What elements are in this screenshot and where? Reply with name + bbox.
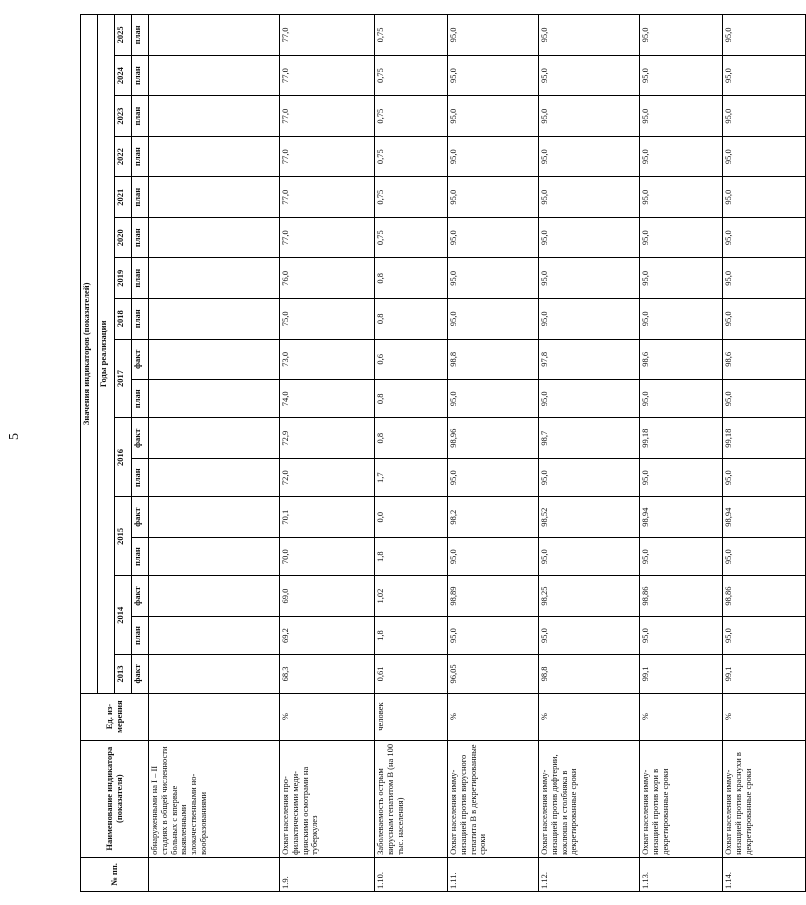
year-header: 2023	[115, 96, 132, 137]
row-value: 95,0	[448, 258, 539, 299]
fact-header: факт	[132, 576, 149, 617]
row-value: 95,0	[640, 136, 723, 177]
row-value: 98,86	[640, 576, 723, 617]
row-unit: %	[280, 693, 375, 740]
year-header: 2015	[115, 497, 132, 576]
row-value: 74,0	[280, 380, 375, 418]
row-value: 77,0	[280, 96, 375, 137]
row-value: 72,0	[280, 459, 375, 497]
row-value: 0,75	[375, 136, 448, 177]
row-value: 95,0	[640, 459, 723, 497]
row-value: 95,0	[640, 380, 723, 418]
indicators-table	[80, 14, 806, 892]
row-value: 98,7	[539, 418, 640, 459]
header-num: № пп.	[81, 857, 149, 891]
row-value: 1,02	[375, 576, 448, 617]
row-value: 95,0	[539, 15, 640, 56]
row-value: 77,0	[280, 177, 375, 218]
row-value: 99,18	[640, 418, 723, 459]
fact-header: факт	[132, 418, 149, 459]
plan-header: план	[132, 299, 149, 340]
year-header: 2024	[115, 55, 132, 96]
row-value: 98,52	[539, 497, 640, 538]
row-value: 98,94	[723, 497, 806, 538]
row-value: 95,0	[640, 299, 723, 340]
row-unit: %	[640, 693, 723, 740]
data-rows	[280, 15, 806, 892]
continuation-num	[149, 857, 280, 891]
plan-header: план	[132, 136, 149, 177]
row-value: 99,1	[640, 655, 723, 693]
row-value: 0,75	[375, 177, 448, 218]
year-header: 2020	[115, 217, 132, 258]
row-name: Охват населения иммунизацией против дифтерии, коклюша и столбняка в декретированные сроки	[539, 740, 640, 857]
year-header: 2018	[115, 299, 132, 340]
plan-header: план	[132, 15, 149, 56]
row-value: 77,0	[280, 217, 375, 258]
row-value: 95,0	[539, 55, 640, 96]
row-value: 69,2	[280, 616, 375, 654]
row-value: 0,75	[375, 96, 448, 137]
row-value: 95,0	[723, 55, 806, 96]
row-value: 95,0	[723, 15, 806, 56]
row-value: 95,0	[539, 136, 640, 177]
row-value: 95,0	[448, 616, 539, 654]
row-value: 98,25	[539, 576, 640, 617]
row-value: 95,0	[723, 136, 806, 177]
row-value: 95,0	[640, 15, 723, 56]
row-value: 95,0	[640, 217, 723, 258]
row-value: 0,8	[375, 418, 448, 459]
row-value: 95,0	[539, 177, 640, 218]
row-value: 95,0	[539, 258, 640, 299]
row-value: 95,0	[448, 299, 539, 340]
row-value: 0,8	[375, 380, 448, 418]
row-value: 0,75	[375, 217, 448, 258]
row-value: 70,0	[280, 537, 375, 575]
row-value: 98,86	[723, 576, 806, 617]
row-value: 96,05	[448, 655, 539, 693]
plan-header: план	[132, 537, 149, 575]
row-value: 95,0	[448, 96, 539, 137]
plan-header: план	[132, 616, 149, 654]
year-header: 2021	[115, 177, 132, 218]
row-value: 98,89	[448, 576, 539, 617]
row-name: Охват населения иммунизацией против краснухи в декретированные сроки	[723, 740, 806, 857]
row-num: 1.11.	[448, 857, 539, 891]
plan-header: план	[132, 217, 149, 258]
fact-header: факт	[132, 655, 149, 693]
table-row	[640, 15, 723, 892]
row-unit: %	[448, 693, 539, 740]
row-value: 95,0	[448, 459, 539, 497]
plan-header: план	[132, 380, 149, 418]
header-name: Наименование индикатора (показателя)	[81, 740, 149, 857]
row-value: 99,18	[723, 418, 806, 459]
row-value: 95,0	[640, 537, 723, 575]
fact-header: факт	[132, 497, 149, 538]
row-value: 95,0	[723, 299, 806, 340]
row-name: Охват населения иммунизацией против вирусного гепатита В в декретированные сроки	[448, 740, 539, 857]
row-value: 95,0	[539, 217, 640, 258]
row-value: 95,0	[640, 55, 723, 96]
row-value: 0,75	[375, 55, 448, 96]
row-value: 95,0	[539, 459, 640, 497]
row-value: 99,1	[723, 655, 806, 693]
row-value: 95,0	[723, 380, 806, 418]
row-value: 95,0	[539, 537, 640, 575]
year-header: 2017	[115, 339, 132, 418]
row-value: 98,8	[448, 339, 539, 380]
row-value: 95,0	[723, 537, 806, 575]
row-num: 1.14.	[723, 857, 806, 891]
row-value: 98,8	[539, 655, 640, 693]
row-value: 73,0	[280, 339, 375, 380]
continuation-unit	[149, 693, 280, 740]
row-value: 95,0	[448, 217, 539, 258]
row-value: 95,0	[448, 177, 539, 218]
row-value: 95,0	[539, 380, 640, 418]
row-value: 95,0	[539, 616, 640, 654]
row-value: 97,8	[539, 339, 640, 380]
row-value: 95,0	[448, 55, 539, 96]
row-value: 95,0	[640, 616, 723, 654]
table-row	[375, 15, 448, 892]
row-value: 98,94	[640, 497, 723, 538]
row-value: 95,0	[448, 15, 539, 56]
header-years-title: Годы реализации	[98, 15, 115, 694]
row-value: 95,0	[723, 177, 806, 218]
year-header: 2016	[115, 418, 132, 497]
row-value: 95,0	[723, 258, 806, 299]
row-value: 69,0	[280, 576, 375, 617]
row-name: Заболеваемость острым вирусным гепатитом В (на 100 тыс. населения)	[375, 740, 448, 857]
row-value: 98,6	[640, 339, 723, 380]
plan-header: план	[132, 177, 149, 218]
row-value: 95,0	[448, 380, 539, 418]
row-value: 0,8	[375, 299, 448, 340]
row-value: 68,3	[280, 655, 375, 693]
row-value: 1,8	[375, 616, 448, 654]
row-value: 0,6	[375, 339, 448, 380]
header-values-title: Значения индикаторов (показателей)	[81, 15, 98, 694]
fact-header: факт	[132, 339, 149, 380]
header-unit: Ед. измерения	[81, 693, 149, 740]
row-name: Охват населения профилактическими медицинскими осмотрами на туберкулез	[280, 740, 375, 857]
row-value: 72,9	[280, 418, 375, 459]
row-value: 95,0	[640, 96, 723, 137]
row-unit: %	[723, 693, 806, 740]
row-value: 95,0	[723, 616, 806, 654]
year-header: 2013	[115, 655, 132, 693]
row-value: 98,6	[723, 339, 806, 380]
year-header: 2025	[115, 15, 132, 56]
row-value: 98,2	[448, 497, 539, 538]
row-value: 95,0	[640, 258, 723, 299]
row-value: 1,7	[375, 459, 448, 497]
row-value: 77,0	[280, 15, 375, 56]
row-value: 77,0	[280, 136, 375, 177]
row-unit: человек	[375, 693, 448, 740]
row-value: 95,0	[640, 177, 723, 218]
row-value: 0,0	[375, 497, 448, 538]
table-row	[539, 15, 640, 892]
row-num: 1.12.	[539, 857, 640, 891]
year-header: 2014	[115, 576, 132, 655]
row-value: 95,0	[539, 299, 640, 340]
row-name: Охват населения иммунизацией против кори в декретированные сроки	[640, 740, 723, 857]
row-value: 95,0	[723, 96, 806, 137]
plan-header: план	[132, 258, 149, 299]
row-value: 95,0	[723, 459, 806, 497]
row-value: 76,0	[280, 258, 375, 299]
row-unit: %	[539, 693, 640, 740]
row-value: 98,96	[448, 418, 539, 459]
page-number: 5	[7, 433, 22, 440]
year-header: 2022	[115, 136, 132, 177]
continuation-text: обнаруженными на I – II стадиях в общей численности больных с впервые выявленными злокачественными новообразованиями	[149, 740, 280, 857]
row-value: 77,0	[280, 55, 375, 96]
row-value: 0,61	[375, 655, 448, 693]
row-value: 95,0	[448, 537, 539, 575]
rotated-table-wrapper	[80, 14, 806, 892]
row-value: 95,0	[723, 217, 806, 258]
table-row	[723, 15, 806, 892]
row-value: 75,0	[280, 299, 375, 340]
plan-header: план	[132, 96, 149, 137]
row-value: 1,8	[375, 537, 448, 575]
row-value: 95,0	[448, 136, 539, 177]
table-row	[448, 15, 539, 892]
plan-header: план	[132, 459, 149, 497]
row-num: 1.13.	[640, 857, 723, 891]
row-value: 0,8	[375, 258, 448, 299]
row-num: 1.9.	[280, 857, 375, 891]
year-header: 2019	[115, 258, 132, 299]
row-num: 1.10.	[375, 857, 448, 891]
row-value: 70,1	[280, 497, 375, 538]
plan-header: план	[132, 55, 149, 96]
table-row	[280, 15, 375, 892]
header-row-values	[81, 15, 98, 892]
continuation-row	[149, 15, 280, 892]
row-value: 95,0	[539, 96, 640, 137]
row-value: 0,75	[375, 15, 448, 56]
